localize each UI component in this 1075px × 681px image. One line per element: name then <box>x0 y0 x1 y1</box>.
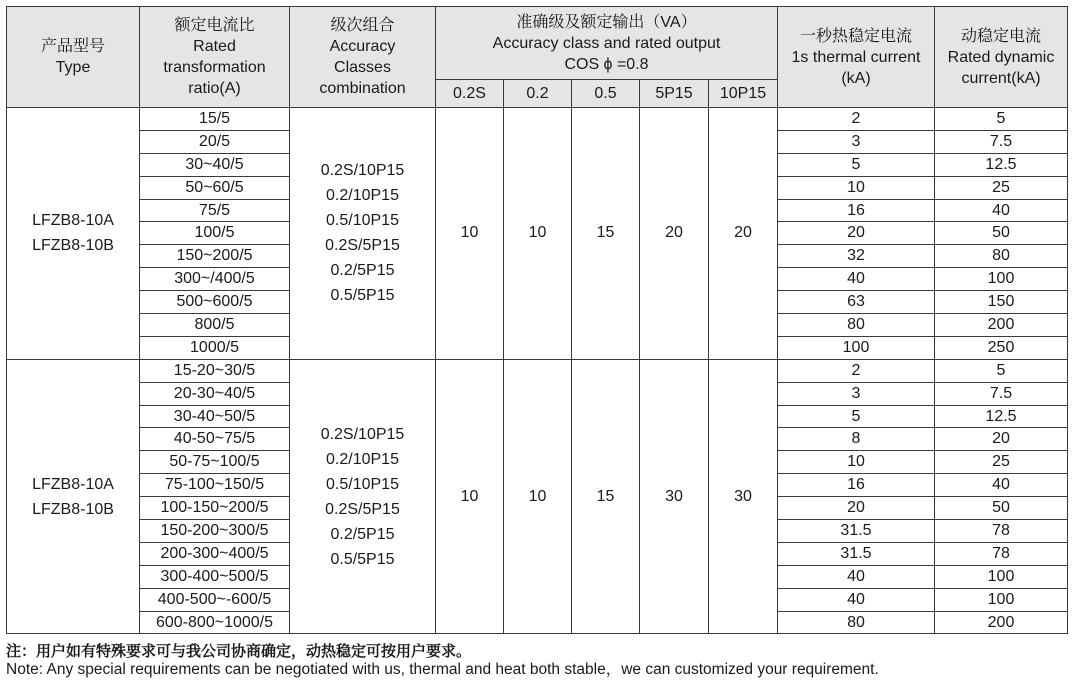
table-body <box>7 7 1068 634</box>
ratio-cell: 50~60/5 <box>140 176 290 199</box>
thermal-cell: 16 <box>778 199 935 222</box>
output-cell: 20 <box>709 108 778 360</box>
combo-cell <box>290 108 436 360</box>
header-thermal-en2: (kA) <box>841 69 871 87</box>
header-ratio <box>140 7 290 108</box>
header-dynamic-en2: current(kA) <box>961 69 1041 87</box>
thermal-cell: 16 <box>778 474 935 497</box>
ratio-cell: 1000/5 <box>140 336 290 359</box>
header-combo-cn: 级次组合 <box>330 17 395 34</box>
dynamic-cell: 25 <box>935 176 1068 199</box>
header-thermal <box>778 7 935 108</box>
dynamic-cell: 200 <box>935 611 1068 634</box>
header-ratio-cn: 额定电流比 <box>174 17 255 34</box>
model-name: LFZB8-10B <box>32 237 114 255</box>
thermal-cell: 10 <box>778 176 935 199</box>
ratio-cell: 300~/400/5 <box>140 268 290 291</box>
ratio-cell: 30-40~50/5 <box>140 405 290 428</box>
dynamic-cell: 78 <box>935 542 1068 565</box>
ratio-cell: 15-20~30/5 <box>140 359 290 382</box>
thermal-cell: 31.5 <box>778 542 935 565</box>
thermal-cell: 5 <box>778 153 935 176</box>
dynamic-cell: 100 <box>935 588 1068 611</box>
header-thermal-en1: 1s thermal current <box>791 48 921 66</box>
header-type <box>7 7 140 108</box>
dynamic-cell: 80 <box>935 245 1068 268</box>
combo-item: 0.5/5P15 <box>330 550 395 568</box>
ratio-cell: 40-50~75/5 <box>140 428 290 451</box>
thermal-cell: 10 <box>778 451 935 474</box>
dynamic-cell: 7.5 <box>935 130 1068 153</box>
thermal-cell: 2 <box>778 359 935 382</box>
model-cell <box>7 359 140 634</box>
ratio-cell: 15/5 <box>140 108 290 131</box>
header-combo-en2: Classes <box>334 59 391 76</box>
ratio-cell: 150~200/5 <box>140 245 290 268</box>
header-class-3: 5P15 <box>640 80 709 108</box>
output-cell: 10 <box>504 108 572 360</box>
combo-item: 0.2/5P15 <box>330 262 395 280</box>
header-combo <box>290 7 436 108</box>
dynamic-cell: 20 <box>935 428 1068 451</box>
ratio-cell: 300-400~500/5 <box>140 565 290 588</box>
note-en: Note: Any special requirements can be negotiated with us, thermal and heat both stable，we can customized your requirement. <box>6 661 879 678</box>
combo-item: 0.2/10P15 <box>326 187 399 205</box>
dynamic-cell: 40 <box>935 474 1068 497</box>
header-ratio-en2: transformation <box>163 59 266 76</box>
ratio-cell: 20-30~40/5 <box>140 382 290 405</box>
thermal-cell: 8 <box>778 428 935 451</box>
dynamic-cell: 25 <box>935 451 1068 474</box>
dynamic-cell: 250 <box>935 336 1068 359</box>
header-class-4: 10P15 <box>709 80 778 108</box>
thermal-cell: 3 <box>778 382 935 405</box>
ratio-cell: 75/5 <box>140 199 290 222</box>
combo-item: 0.5/10P15 <box>326 212 399 230</box>
dynamic-cell: 12.5 <box>935 153 1068 176</box>
dynamic-cell: 150 <box>935 291 1068 314</box>
ratio-cell: 500~600/5 <box>140 291 290 314</box>
thermal-cell: 32 <box>778 245 935 268</box>
header-class-0: 0.2S <box>436 80 504 108</box>
output-cell: 20 <box>640 108 709 360</box>
header-accuracy <box>436 7 778 80</box>
output-cell: 30 <box>640 359 709 634</box>
thermal-cell: 5 <box>778 405 935 428</box>
table-row <box>7 359 1068 382</box>
thermal-cell: 3 <box>778 130 935 153</box>
thermal-cell: 20 <box>778 222 935 245</box>
header-thermal-cn: 一秒热稳定电流 <box>799 27 912 45</box>
thermal-cell: 20 <box>778 497 935 520</box>
thermal-cell: 2 <box>778 108 935 131</box>
ratio-cell: 150-200~300/5 <box>140 520 290 543</box>
ratio-cell: 400-500~-600/5 <box>140 588 290 611</box>
dynamic-cell: 7.5 <box>935 382 1068 405</box>
ratio-cell: 75-100~150/5 <box>140 474 290 497</box>
combo-item: 0.2/10P15 <box>326 450 399 468</box>
ratio-cell: 100/5 <box>140 222 290 245</box>
header-type-cn: 产品型号 <box>40 38 105 55</box>
model-name: LFZB8-10B <box>32 500 114 518</box>
thermal-cell: 40 <box>778 268 935 291</box>
model-cell <box>7 108 140 360</box>
dynamic-cell: 50 <box>935 222 1068 245</box>
ratio-cell: 20/5 <box>140 130 290 153</box>
header-dynamic-en1: Rated dynamic <box>947 48 1055 66</box>
dynamic-cell: 40 <box>935 199 1068 222</box>
header-accuracy-en2: COS ϕ =0.8 <box>564 55 649 73</box>
combo-cell <box>290 359 436 634</box>
output-cell: 15 <box>572 359 640 634</box>
header-combo-en1: Accuracy <box>329 38 396 55</box>
header-ratio-en3: ratio(A) <box>188 80 241 97</box>
output-cell: 10 <box>436 359 504 634</box>
combo-item: 0.5/10P15 <box>326 475 399 493</box>
header-accuracy-en1: Accuracy class and rated output <box>492 34 721 52</box>
dynamic-cell: 100 <box>935 268 1068 291</box>
ratio-cell: 200-300~400/5 <box>140 542 290 565</box>
ratio-cell: 30~40/5 <box>140 153 290 176</box>
spec-table <box>6 6 1068 634</box>
thermal-cell: 100 <box>778 336 935 359</box>
combo-item: 0.2S/5P15 <box>325 500 400 518</box>
model-name: LFZB8-10A <box>32 212 114 230</box>
dynamic-cell: 5 <box>935 359 1068 382</box>
ratio-cell: 800/5 <box>140 314 290 337</box>
header-combo-en3: combination <box>319 80 406 97</box>
header-accuracy-cn: 准确级及额定输出（VA） <box>516 13 697 31</box>
dynamic-cell: 50 <box>935 497 1068 520</box>
combo-item: 0.2S/10P15 <box>320 162 405 180</box>
thermal-cell: 80 <box>778 611 935 634</box>
ratio-cell: 100-150~200/5 <box>140 497 290 520</box>
header-class-2: 0.5 <box>572 80 640 108</box>
table-row <box>7 108 1068 131</box>
thermal-cell: 31.5 <box>778 520 935 543</box>
output-cell: 10 <box>504 359 572 634</box>
output-cell: 30 <box>709 359 778 634</box>
model-name: LFZB8-10A <box>32 475 114 493</box>
dynamic-cell: 5 <box>935 108 1068 131</box>
ratio-cell: 50-75~100/5 <box>140 451 290 474</box>
output-cell: 10 <box>436 108 504 360</box>
thermal-cell: 40 <box>778 565 935 588</box>
header-dynamic-cn: 动稳定电流 <box>960 27 1041 45</box>
combo-item: 0.5/5P15 <box>330 287 395 305</box>
combo-item: 0.2/5P15 <box>330 525 395 543</box>
dynamic-cell: 12.5 <box>935 405 1068 428</box>
ratio-cell: 600-800~1000/5 <box>140 611 290 634</box>
combo-item: 0.2S/10P15 <box>320 425 405 443</box>
header-ratio-en1: Rated <box>193 38 236 55</box>
header-dynamic <box>935 7 1068 108</box>
thermal-cell: 40 <box>778 588 935 611</box>
combo-item: 0.2S/5P15 <box>325 237 400 255</box>
dynamic-cell: 78 <box>935 520 1068 543</box>
output-cell: 15 <box>572 108 640 360</box>
thermal-cell: 63 <box>778 291 935 314</box>
header-class-1: 0.2 <box>504 80 572 108</box>
note-cn: 注：用户如有特殊要求可与我公司协商确定，动热稳定可按用户要求。 <box>6 642 472 660</box>
dynamic-cell: 200 <box>935 314 1068 337</box>
thermal-cell: 80 <box>778 314 935 337</box>
header-type-en: Type <box>55 59 91 76</box>
dynamic-cell: 100 <box>935 565 1068 588</box>
